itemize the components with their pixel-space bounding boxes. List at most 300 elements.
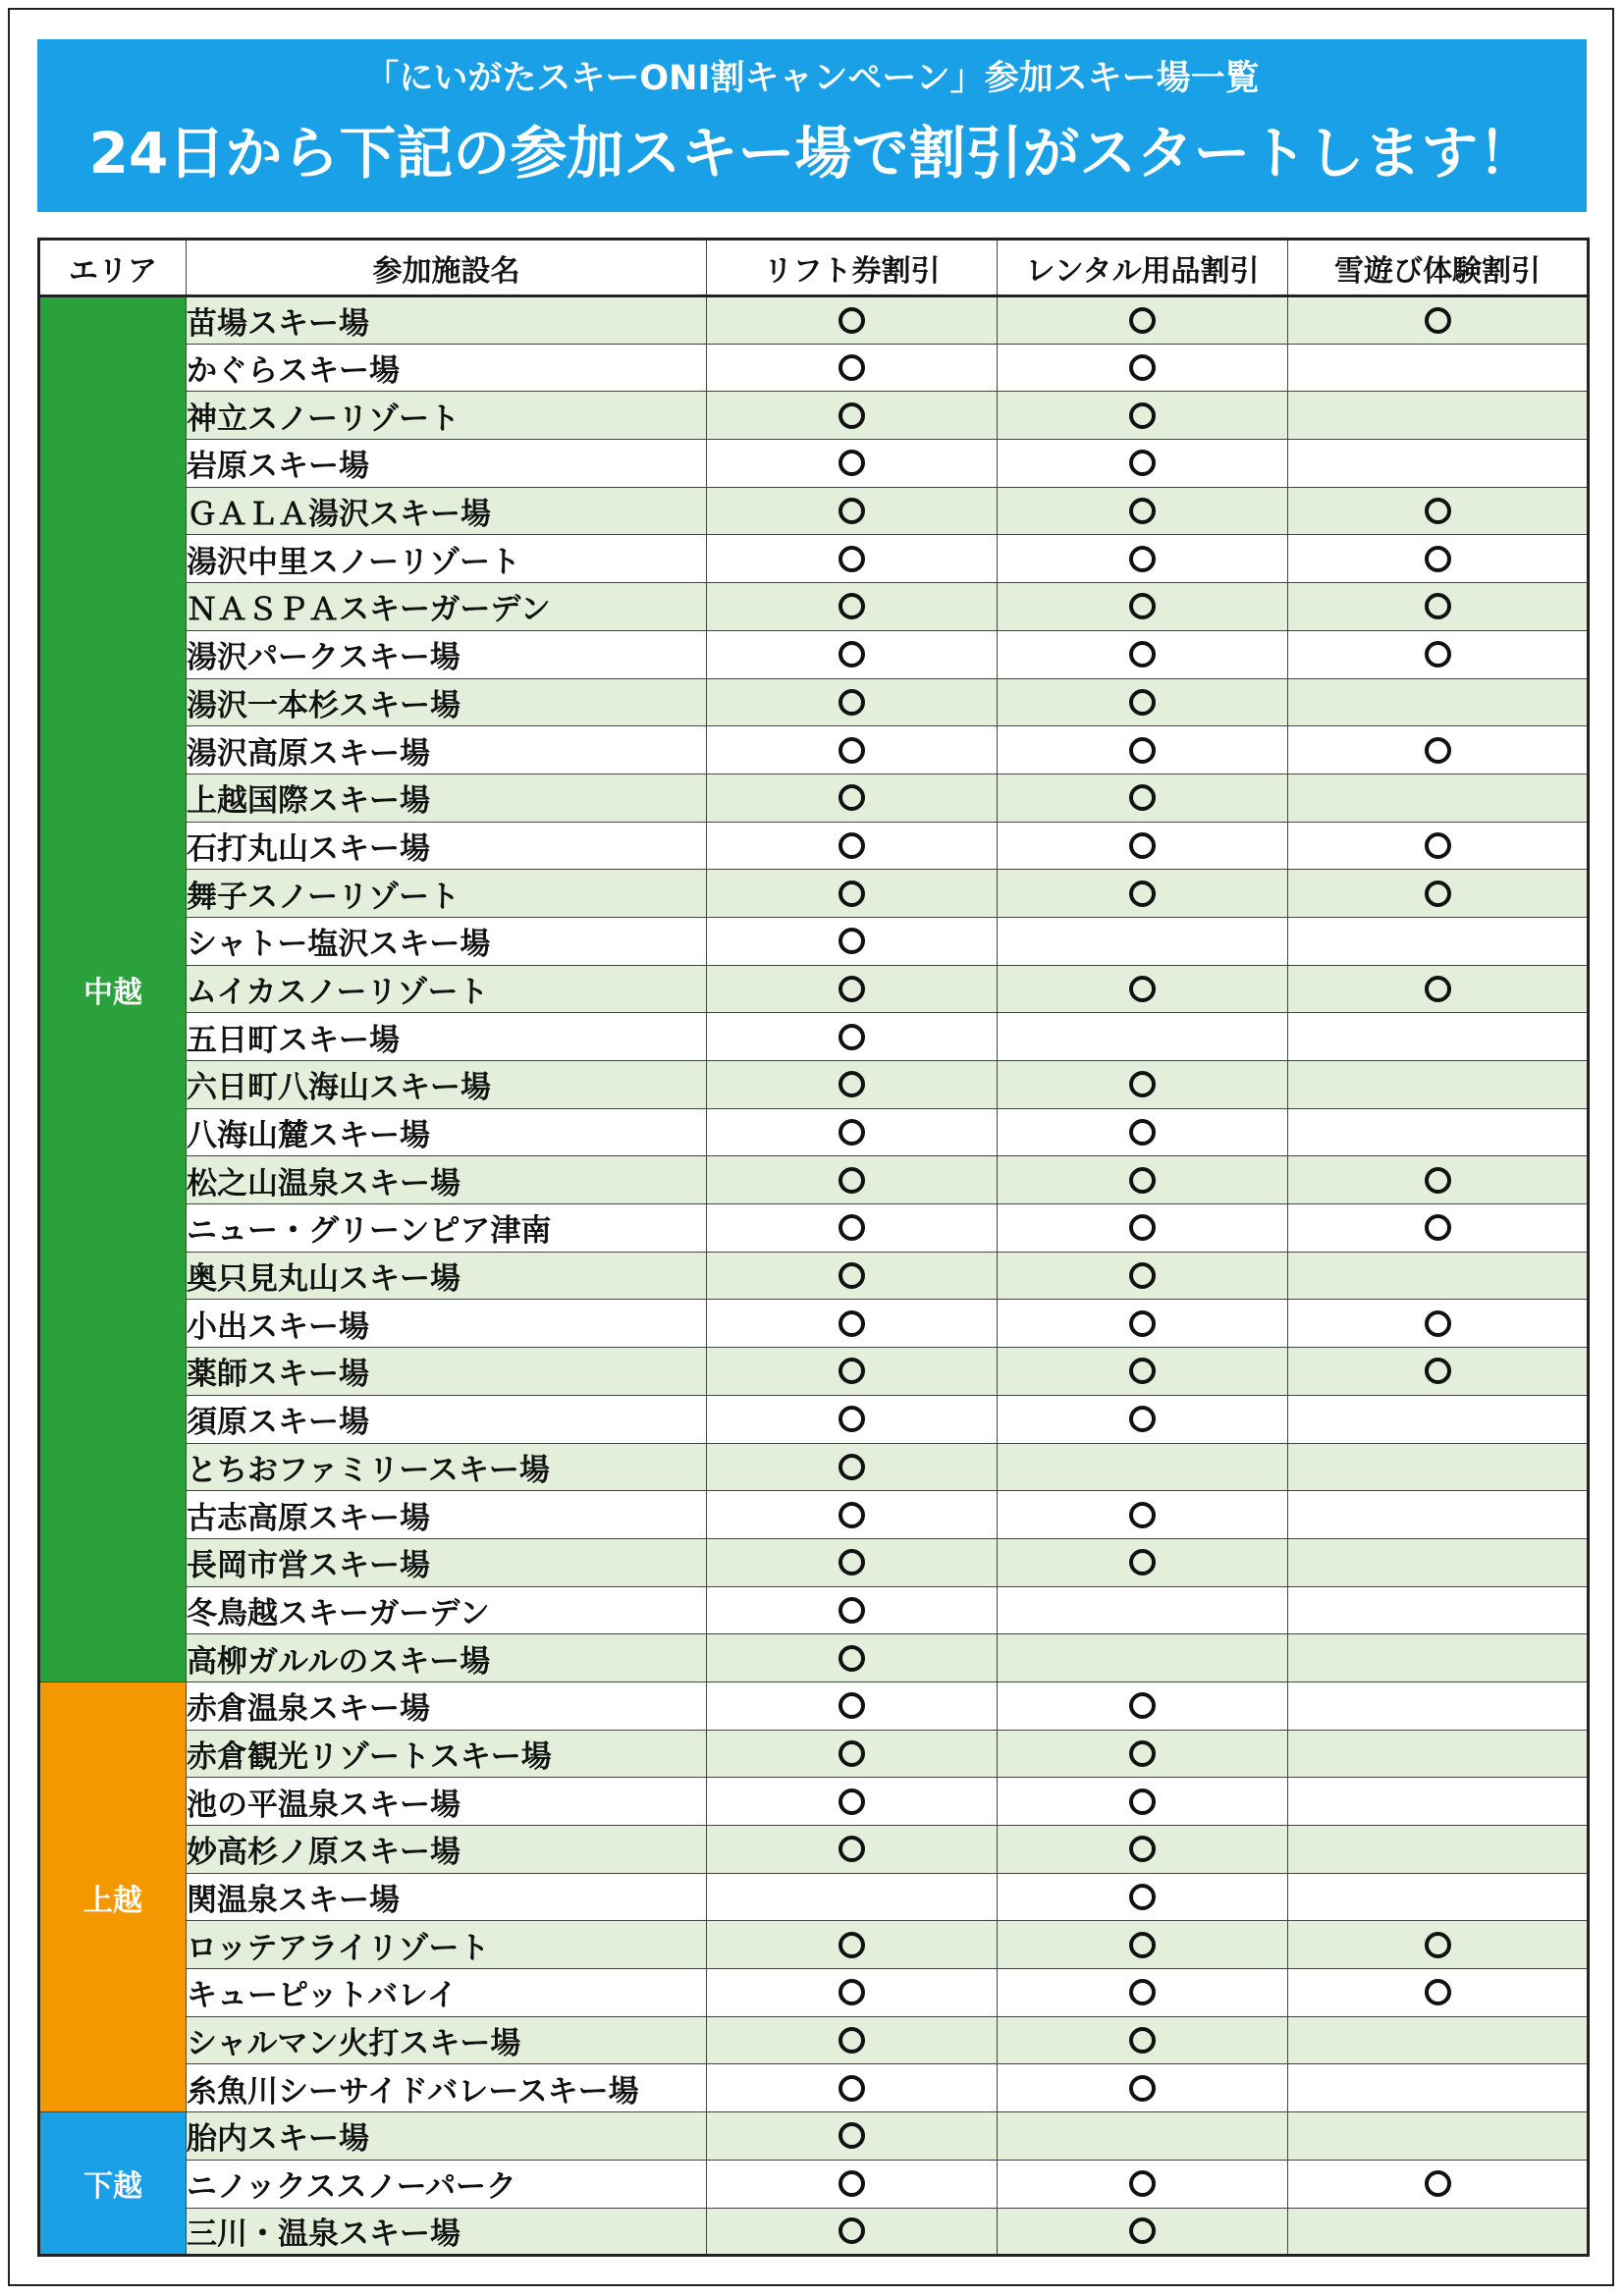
column-header-facility: 参加施設名 (187, 240, 707, 296)
snow-discount-cell (1288, 678, 1589, 726)
circle-mark-icon (1425, 832, 1451, 859)
circle-mark-icon (839, 1071, 865, 1097)
facility-name: キューピットバレイ (187, 1969, 707, 2017)
circle-mark-icon (1425, 1932, 1451, 1958)
circle-mark-icon (1129, 784, 1156, 811)
circle-mark-icon (1129, 546, 1156, 572)
circle-mark-icon (1129, 1502, 1156, 1528)
table-row (39, 1061, 1589, 1109)
circle-mark-icon (1129, 593, 1156, 619)
facility-name: 湯沢一本杉スキー場 (187, 678, 707, 726)
snow-discount-cell (1288, 1969, 1589, 2017)
rental-discount-cell (998, 678, 1288, 726)
circle-mark-icon (839, 976, 865, 1002)
snow-discount-cell (1288, 1204, 1589, 1253)
circle-mark-icon (839, 2122, 865, 2149)
circle-mark-icon (839, 689, 865, 716)
circle-mark-icon (839, 1358, 865, 1384)
circle-mark-icon (1425, 1358, 1451, 1384)
circle-mark-icon (839, 1406, 865, 1432)
lift-discount-cell (707, 1730, 998, 1778)
facility-name: 高柳ガルルのスキー場 (187, 1634, 707, 1682)
circle-mark-icon (1129, 498, 1156, 524)
facility-name: 六日町八海山スキー場 (187, 1061, 707, 1109)
snow-discount-cell (1288, 774, 1589, 822)
rental-discount-cell (998, 822, 1288, 870)
rental-discount-cell (998, 2016, 1288, 2064)
circle-mark-icon (1425, 641, 1451, 667)
snow-discount-cell (1288, 487, 1589, 535)
rental-discount-cell (998, 440, 1288, 488)
rental-discount-cell (998, 1682, 1288, 1730)
table-header-row (39, 240, 1589, 296)
snow-discount-cell (1288, 630, 1589, 678)
facility-name: 須原スキー場 (187, 1395, 707, 1443)
lift-discount-cell (707, 870, 998, 918)
circle-mark-icon (839, 1740, 865, 1767)
table-row (39, 1443, 1589, 1491)
table-row (39, 440, 1589, 488)
snow-discount-cell (1288, 1682, 1589, 1730)
facility-name: 五日町スキー場 (187, 1013, 707, 1061)
rental-discount-cell (998, 1252, 1288, 1300)
table-row (39, 822, 1589, 870)
lift-discount-cell (707, 1634, 998, 1682)
circle-mark-icon (839, 1549, 865, 1575)
circle-mark-icon (1425, 1167, 1451, 1194)
snow-discount-cell (1288, 1348, 1589, 1396)
lift-discount-cell (707, 2064, 998, 2112)
facility-name: ニュー・グリーンピア津南 (187, 1204, 707, 1253)
snow-discount-cell (1288, 392, 1589, 440)
rental-discount-cell (998, 2112, 1288, 2161)
table-row (39, 296, 1589, 345)
rental-discount-cell (998, 1061, 1288, 1109)
table-row (39, 630, 1589, 678)
circle-mark-icon (1425, 1310, 1451, 1337)
lift-discount-cell (707, 1826, 998, 1874)
snow-discount-cell (1288, 2160, 1589, 2208)
circle-mark-icon (1129, 1884, 1156, 1910)
lift-discount-cell (707, 2208, 998, 2256)
table-row (39, 1730, 1589, 1778)
table-row (39, 1395, 1589, 1443)
circle-mark-icon (839, 1502, 865, 1528)
circle-mark-icon (1129, 1932, 1156, 1958)
rental-discount-cell (998, 1586, 1288, 1634)
circle-mark-icon (839, 498, 865, 524)
snow-discount-cell (1288, 726, 1589, 774)
circle-mark-icon (1129, 1167, 1156, 1194)
rental-discount-cell (998, 487, 1288, 535)
circle-mark-icon (1129, 881, 1156, 907)
table-row (39, 1586, 1589, 1634)
lift-discount-cell (707, 344, 998, 392)
circle-mark-icon (1425, 737, 1451, 764)
circle-mark-icon (1129, 832, 1156, 859)
facility-name: 長岡市営スキー場 (187, 1538, 707, 1586)
circle-mark-icon (1425, 2170, 1451, 2197)
circle-mark-icon (839, 593, 865, 619)
table-row (39, 1108, 1589, 1156)
facility-name: ニノックススノーパーク (187, 2160, 707, 2208)
snow-discount-cell (1288, 2016, 1589, 2064)
table-row (39, 1826, 1589, 1874)
circle-mark-icon (1129, 1406, 1156, 1432)
circle-mark-icon (1129, 976, 1156, 1002)
table-row (39, 1204, 1589, 1253)
circle-mark-icon (839, 737, 865, 764)
area-label: 下越 (39, 2112, 187, 2256)
circle-mark-icon (839, 1932, 865, 1958)
area-label: 中越 (39, 296, 187, 1682)
lift-discount-cell (707, 774, 998, 822)
facility-name: 関温泉スキー場 (187, 1873, 707, 1921)
circle-mark-icon (839, 881, 865, 907)
circle-mark-icon (1425, 593, 1451, 619)
rental-discount-cell (998, 1443, 1288, 1491)
facility-name: 奥只見丸山スキー場 (187, 1252, 707, 1300)
ski-resort-table (37, 238, 1590, 2257)
circle-mark-icon (839, 1979, 865, 2005)
circle-mark-icon (839, 2217, 865, 2244)
table-row (39, 344, 1589, 392)
rental-discount-cell (998, 1348, 1288, 1396)
snow-discount-cell (1288, 1491, 1589, 1539)
facility-name: 岩原スキー場 (187, 440, 707, 488)
lift-discount-cell (707, 1443, 998, 1491)
rental-discount-cell (998, 1538, 1288, 1586)
circle-mark-icon (839, 784, 865, 811)
circle-mark-icon (839, 546, 865, 572)
facility-name: 湯沢中里スノーリゾート (187, 535, 707, 583)
snow-discount-cell (1288, 1443, 1589, 1491)
circle-mark-icon (839, 928, 865, 954)
page-subtitle: 「にいがたスキーONI割キャンペーン」参加スキー場一覧 (364, 59, 1260, 98)
table-row (39, 1156, 1589, 1204)
lift-discount-cell (707, 1491, 998, 1539)
snow-discount-cell (1288, 1586, 1589, 1634)
table-row (39, 1873, 1589, 1921)
circle-mark-icon (1129, 737, 1156, 764)
facility-name: 妙高杉ノ原スキー場 (187, 1826, 707, 1874)
rental-discount-cell (998, 1204, 1288, 1253)
lift-discount-cell (707, 1204, 998, 1253)
circle-mark-icon (839, 1024, 865, 1050)
snow-discount-cell (1288, 296, 1589, 345)
circle-mark-icon (1425, 498, 1451, 524)
circle-mark-icon (839, 1692, 865, 1719)
rental-discount-cell (998, 392, 1288, 440)
table-row (39, 535, 1589, 583)
snow-discount-cell (1288, 1538, 1589, 1586)
circle-mark-icon (1129, 1358, 1156, 1384)
circle-mark-icon (1425, 976, 1451, 1002)
circle-mark-icon (1129, 1214, 1156, 1241)
circle-mark-icon (1129, 641, 1156, 667)
snow-discount-cell (1288, 583, 1589, 631)
circle-mark-icon (1129, 1262, 1156, 1289)
circle-mark-icon (839, 450, 865, 476)
rental-discount-cell (998, 1921, 1288, 1969)
lift-discount-cell (707, 726, 998, 774)
facility-name: 三川・温泉スキー場 (187, 2208, 707, 2256)
table-row (39, 392, 1589, 440)
table-row (39, 1778, 1589, 1826)
snow-discount-cell (1288, 1730, 1589, 1778)
circle-mark-icon (839, 1119, 865, 1146)
lift-discount-cell (707, 1969, 998, 2017)
column-header-rental: レンタル用品割引 (998, 240, 1288, 296)
facility-name: ロッテアライリゾート (187, 1921, 707, 1969)
rental-discount-cell (998, 965, 1288, 1013)
table-row (39, 774, 1589, 822)
snow-discount-cell (1288, 440, 1589, 488)
circle-mark-icon (1129, 1789, 1156, 1815)
facility-name: 赤倉温泉スキー場 (187, 1682, 707, 1730)
circle-mark-icon (1129, 1310, 1156, 1337)
circle-mark-icon (1129, 307, 1156, 334)
snow-discount-cell (1288, 1395, 1589, 1443)
circle-mark-icon (839, 1167, 865, 1194)
facility-name: 石打丸山スキー場 (187, 822, 707, 870)
table-row (39, 2160, 1589, 2208)
table-body (39, 296, 1589, 2256)
rental-discount-cell (998, 583, 1288, 631)
table-row (39, 2112, 1589, 2161)
lift-discount-cell (707, 678, 998, 726)
snow-discount-cell (1288, 1013, 1589, 1061)
circle-mark-icon (839, 1310, 865, 1337)
circle-mark-icon (839, 2170, 865, 2197)
circle-mark-icon (1129, 450, 1156, 476)
snow-discount-cell (1288, 1252, 1589, 1300)
table-row (39, 1969, 1589, 2017)
circle-mark-icon (839, 832, 865, 859)
facility-name: シャトー塩沢スキー場 (187, 917, 707, 965)
rental-discount-cell (998, 1300, 1288, 1348)
snow-discount-cell (1288, 1634, 1589, 1682)
circle-mark-icon (1129, 402, 1156, 429)
table-row (39, 965, 1589, 1013)
lift-discount-cell (707, 1395, 998, 1443)
facility-name: 糸魚川シーサイドバレースキー場 (187, 2064, 707, 2112)
lift-discount-cell (707, 1873, 998, 1921)
circle-mark-icon (1129, 1119, 1156, 1146)
lift-discount-cell (707, 1108, 998, 1156)
snow-discount-cell (1288, 2208, 1589, 2256)
snow-discount-cell (1288, 1108, 1589, 1156)
snow-discount-cell (1288, 1300, 1589, 1348)
rental-discount-cell (998, 344, 1288, 392)
facility-name: とちおファミリースキー場 (187, 1443, 707, 1491)
page-title: 24日から下記の参加スキー場で割引がスタートします！ (88, 120, 1536, 187)
column-header-area: エリア (39, 240, 187, 296)
snow-discount-cell (1288, 1778, 1589, 1826)
snow-discount-cell (1288, 1156, 1589, 1204)
circle-mark-icon (839, 1262, 865, 1289)
lift-discount-cell (707, 583, 998, 631)
facility-name: 湯沢パークスキー場 (187, 630, 707, 678)
rental-discount-cell (998, 917, 1288, 965)
lift-discount-cell (707, 1061, 998, 1109)
facility-name: 小出スキー場 (187, 1300, 707, 1348)
facility-name: 神立スノーリゾート (187, 392, 707, 440)
table-row (39, 1300, 1589, 1348)
table-row (39, 1682, 1589, 1730)
table-row (39, 917, 1589, 965)
circle-mark-icon (1425, 881, 1451, 907)
circle-mark-icon (839, 1789, 865, 1815)
circle-mark-icon (1129, 689, 1156, 716)
snow-discount-cell (1288, 917, 1589, 965)
circle-mark-icon (839, 641, 865, 667)
facility-name: かぐらスキー場 (187, 344, 707, 392)
circle-mark-icon (1129, 354, 1156, 381)
rental-discount-cell (998, 2160, 1288, 2208)
table-row (39, 1921, 1589, 1969)
circle-mark-icon (839, 354, 865, 381)
rental-discount-cell (998, 2064, 1288, 2112)
rental-discount-cell (998, 1873, 1288, 1921)
lift-discount-cell (707, 917, 998, 965)
rental-discount-cell (998, 870, 1288, 918)
lift-discount-cell (707, 392, 998, 440)
table-row (39, 678, 1589, 726)
lift-discount-cell (707, 1921, 998, 1969)
rental-discount-cell (998, 774, 1288, 822)
table-row (39, 1013, 1589, 1061)
column-header-lift: リフト券割引 (707, 240, 998, 296)
circle-mark-icon (1129, 1071, 1156, 1097)
lift-discount-cell (707, 440, 998, 488)
circle-mark-icon (839, 1597, 865, 1624)
table-row (39, 1348, 1589, 1396)
circle-mark-icon (1129, 1740, 1156, 1767)
lift-discount-cell (707, 1156, 998, 1204)
circle-mark-icon (839, 1214, 865, 1241)
circle-mark-icon (1129, 2217, 1156, 2244)
table-row (39, 726, 1589, 774)
circle-mark-icon (1129, 2075, 1156, 2102)
rental-discount-cell (998, 1156, 1288, 1204)
lift-discount-cell (707, 2016, 998, 2064)
facility-name: ムイカスノーリゾート (187, 965, 707, 1013)
facility-name: 池の平温泉スキー場 (187, 1778, 707, 1826)
header-banner (37, 39, 1587, 212)
rental-discount-cell (998, 1778, 1288, 1826)
area-label: 上越 (39, 1682, 187, 2111)
facility-name: 苗場スキー場 (187, 296, 707, 345)
lift-discount-cell (707, 1682, 998, 1730)
snow-discount-cell (1288, 2064, 1589, 2112)
circle-mark-icon (1425, 1214, 1451, 1241)
lift-discount-cell (707, 630, 998, 678)
facility-name: 湯沢高原スキー場 (187, 726, 707, 774)
lift-discount-cell (707, 296, 998, 345)
lift-discount-cell (707, 1348, 998, 1396)
circle-mark-icon (1129, 1692, 1156, 1719)
circle-mark-icon (839, 1454, 865, 1480)
table-row (39, 1252, 1589, 1300)
rental-discount-cell (998, 1108, 1288, 1156)
rental-discount-cell (998, 296, 1288, 345)
circle-mark-icon (1425, 546, 1451, 572)
circle-mark-icon (1129, 1836, 1156, 1862)
rental-discount-cell (998, 1634, 1288, 1682)
lift-discount-cell (707, 1778, 998, 1826)
lift-discount-cell (707, 2160, 998, 2208)
snow-discount-cell (1288, 1921, 1589, 1969)
facility-name: 薬師スキー場 (187, 1348, 707, 1396)
rental-discount-cell (998, 726, 1288, 774)
table-row (39, 1491, 1589, 1539)
lift-discount-cell (707, 535, 998, 583)
table-row (39, 2208, 1589, 2256)
rental-discount-cell (998, 1395, 1288, 1443)
snow-discount-cell (1288, 822, 1589, 870)
snow-discount-cell (1288, 2112, 1589, 2161)
snow-discount-cell (1288, 965, 1589, 1013)
snow-discount-cell (1288, 535, 1589, 583)
snow-discount-cell (1288, 1061, 1589, 1109)
lift-discount-cell (707, 1538, 998, 1586)
rental-discount-cell (998, 1969, 1288, 2017)
rental-discount-cell (998, 535, 1288, 583)
lift-discount-cell (707, 1252, 998, 1300)
rental-discount-cell (998, 1826, 1288, 1874)
lift-discount-cell (707, 822, 998, 870)
circle-mark-icon (1425, 307, 1451, 334)
circle-mark-icon (1425, 1979, 1451, 2005)
rental-discount-cell (998, 630, 1288, 678)
table-row (39, 2016, 1589, 2064)
rental-discount-cell (998, 1491, 1288, 1539)
circle-mark-icon (1129, 1979, 1156, 2005)
facility-name: 松之山温泉スキー場 (187, 1156, 707, 1204)
circle-mark-icon (839, 1645, 865, 1672)
facility-name: 八海山麓スキー場 (187, 1108, 707, 1156)
facility-name: 赤倉観光リゾートスキー場 (187, 1730, 707, 1778)
lift-discount-cell (707, 487, 998, 535)
circle-mark-icon (839, 402, 865, 429)
circle-mark-icon (839, 2075, 865, 2102)
rental-discount-cell (998, 1013, 1288, 1061)
lift-discount-cell (707, 1586, 998, 1634)
circle-mark-icon (1129, 1549, 1156, 1575)
facility-name: 舞子スノーリゾート (187, 870, 707, 918)
snow-discount-cell (1288, 1873, 1589, 1921)
circle-mark-icon (839, 307, 865, 334)
lift-discount-cell (707, 1013, 998, 1061)
table-row (39, 2064, 1589, 2112)
table-row (39, 870, 1589, 918)
table-row (39, 1538, 1589, 1586)
table-row (39, 583, 1589, 631)
snow-discount-cell (1288, 1826, 1589, 1874)
snow-discount-cell (1288, 870, 1589, 918)
circle-mark-icon (839, 1836, 865, 1862)
lift-discount-cell (707, 2112, 998, 2161)
circle-mark-icon (1129, 2170, 1156, 2197)
facility-name: 胎内スキー場 (187, 2112, 707, 2161)
facility-name: シャルマン火打スキー場 (187, 2016, 707, 2064)
facility-name: 冬鳥越スキーガーデン (187, 1586, 707, 1634)
facility-name: 古志高原スキー場 (187, 1491, 707, 1539)
table-row (39, 487, 1589, 535)
snow-discount-cell (1288, 344, 1589, 392)
facility-name: ＮＡＳＰＡスキーガーデン (187, 583, 707, 631)
